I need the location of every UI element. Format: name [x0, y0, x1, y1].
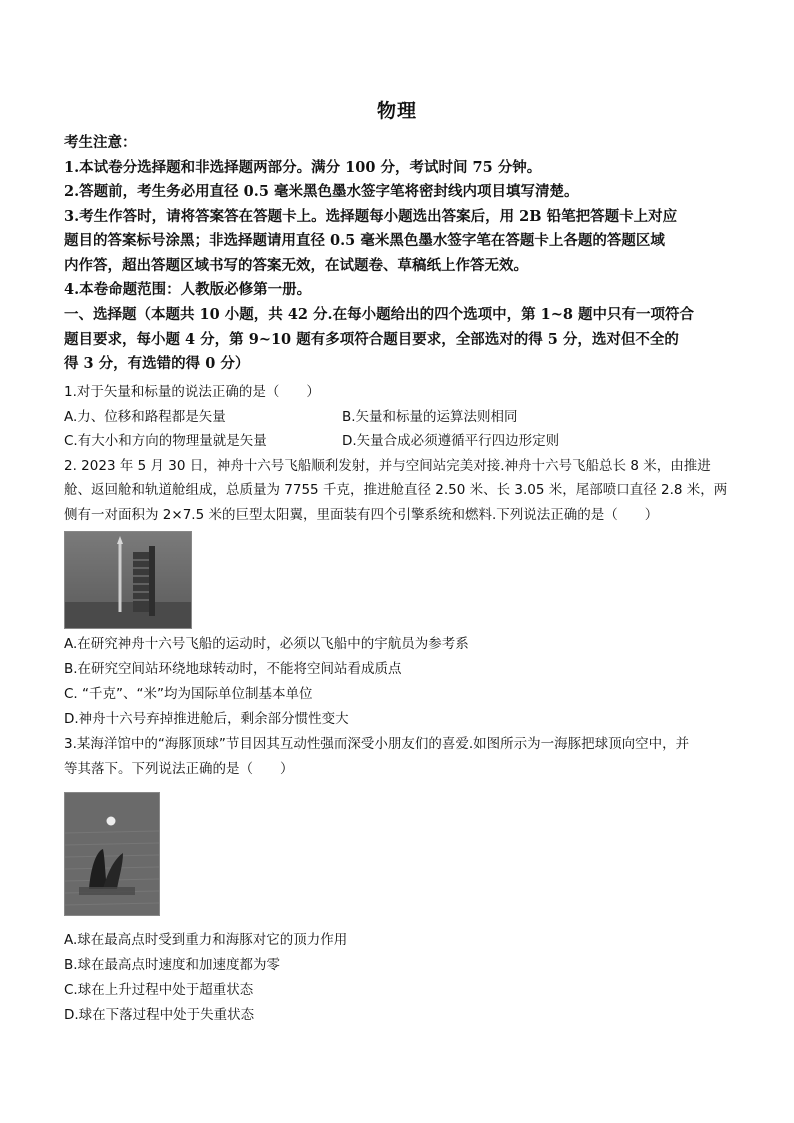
- question-stem-line: 3.某海洋馆中的“海豚顶球”节目因其互动性强而深受小朋友们的喜爱.如图所示为一海豚把球顶向空中，并: [64, 736, 690, 752]
- question-3-options: [64, 928, 744, 1028]
- question-stem: 1.对于矢量和标量的说法正确的是（ ）: [64, 384, 320, 400]
- notice-item: 4.本卷命题范围：人教版必修第一册。: [64, 281, 312, 298]
- option-row: [64, 429, 744, 454]
- option-a: A.在研究神舟十六号飞船的运动时，必须以飞船中的宇航员为参考系: [64, 636, 469, 652]
- option-d: D.神舟十六号弃掉推进舱后，剩余部分惯性变大: [64, 711, 349, 727]
- option-b: B.矢量和标量的运算法则相同: [342, 408, 518, 425]
- section-line: 得 3 分，有选错的得 0 分）: [64, 355, 250, 372]
- option-d: D.球在下落过程中处于失重状态: [64, 1007, 255, 1023]
- option-b: B.在研究空间站环绕地球转动时，不能将空间站看成质点: [64, 661, 402, 677]
- notice-item: 1.本试卷分选择题和非选择题两部分。满分 100 分，考试时间 75 分钟。: [64, 158, 542, 176]
- rocket-launch-image: [65, 532, 191, 628]
- notice-item: 内作答，超出答题区域书写的答案无效，在试题卷、草稿纸上作答无效。: [64, 256, 528, 274]
- option-a: A.球在最高点时受到重力和海豚对它的顶力作用: [64, 932, 348, 948]
- option-c: C. “千克”、“米”均为国际单位制基本单位: [64, 686, 313, 702]
- question-2-options: [64, 632, 744, 782]
- question-stem-line: 等其落下。下列说法正确的是（ ）: [64, 761, 294, 777]
- question-stem-line: 舱、返回舱和轨道舱组成，总质量为 7755 千克，推进舱直径 2.50 米、长 3.05 米，尾部喷口直径 2.8 米，两: [64, 482, 728, 498]
- option-d: D.矢量合成必须遵循平行四边形定则: [342, 433, 560, 449]
- notice-item: 3.考生作答时，请将答案答在答题卡上。选择题每小题选出答案后，用 2B 铅笔把答题卡上对应: [64, 207, 678, 225]
- spacecraft-photo: [64, 531, 192, 629]
- question-stem-line: 侧有一对面积为 2×7.5 米的巨型太阳翼，里面装有四个引擎系统和燃料.下列说法正确的是（ ）: [64, 506, 659, 523]
- dolphin-photo: [64, 792, 160, 916]
- page-title: 物理: [376, 100, 417, 122]
- option-a: A.力、位移和路程都是矢量: [64, 408, 226, 425]
- section-heading: [64, 303, 744, 377]
- notice-item: 题目的答案标号涂黑；非选择题请用直径 0.5 毫米黑色墨水签字笔在答题卡上各题的答题区域: [64, 232, 665, 249]
- notice-item: 2.答题前，考生务必用直径 0.5 毫米黑色墨水签字笔将密封线内项目填写清楚。: [64, 183, 579, 200]
- question-stem-line: 2. 2023 年 5 月 30 日，神舟十六号飞船顺利发射，并与空间站完美对接.神舟十六号飞船总长 8 米，由推进: [64, 457, 711, 474]
- notice-block: [64, 131, 744, 303]
- section-line: 题目要求，每小题 4 分，第 9~10 题有多项符合题目要求，全部选对的得 5 分，选对但不全的: [64, 330, 679, 348]
- question-1: [64, 380, 744, 527]
- notice-heading: 考生注意：: [64, 134, 137, 151]
- option-row: [64, 405, 744, 430]
- option-b: B.球在最高点时速度和加速度都为零: [64, 957, 281, 973]
- option-c: C.球在上升过程中处于超重状态: [64, 982, 254, 998]
- dolphin-ball-image: [65, 793, 159, 915]
- option-c: C.有大小和方向的物理量就是矢量: [64, 433, 267, 449]
- section-line: 一、选择题（本题共 10 小题，共 42 分.在每小题给出的四个选项中，第 1~8 题中只有一项符合: [64, 306, 695, 323]
